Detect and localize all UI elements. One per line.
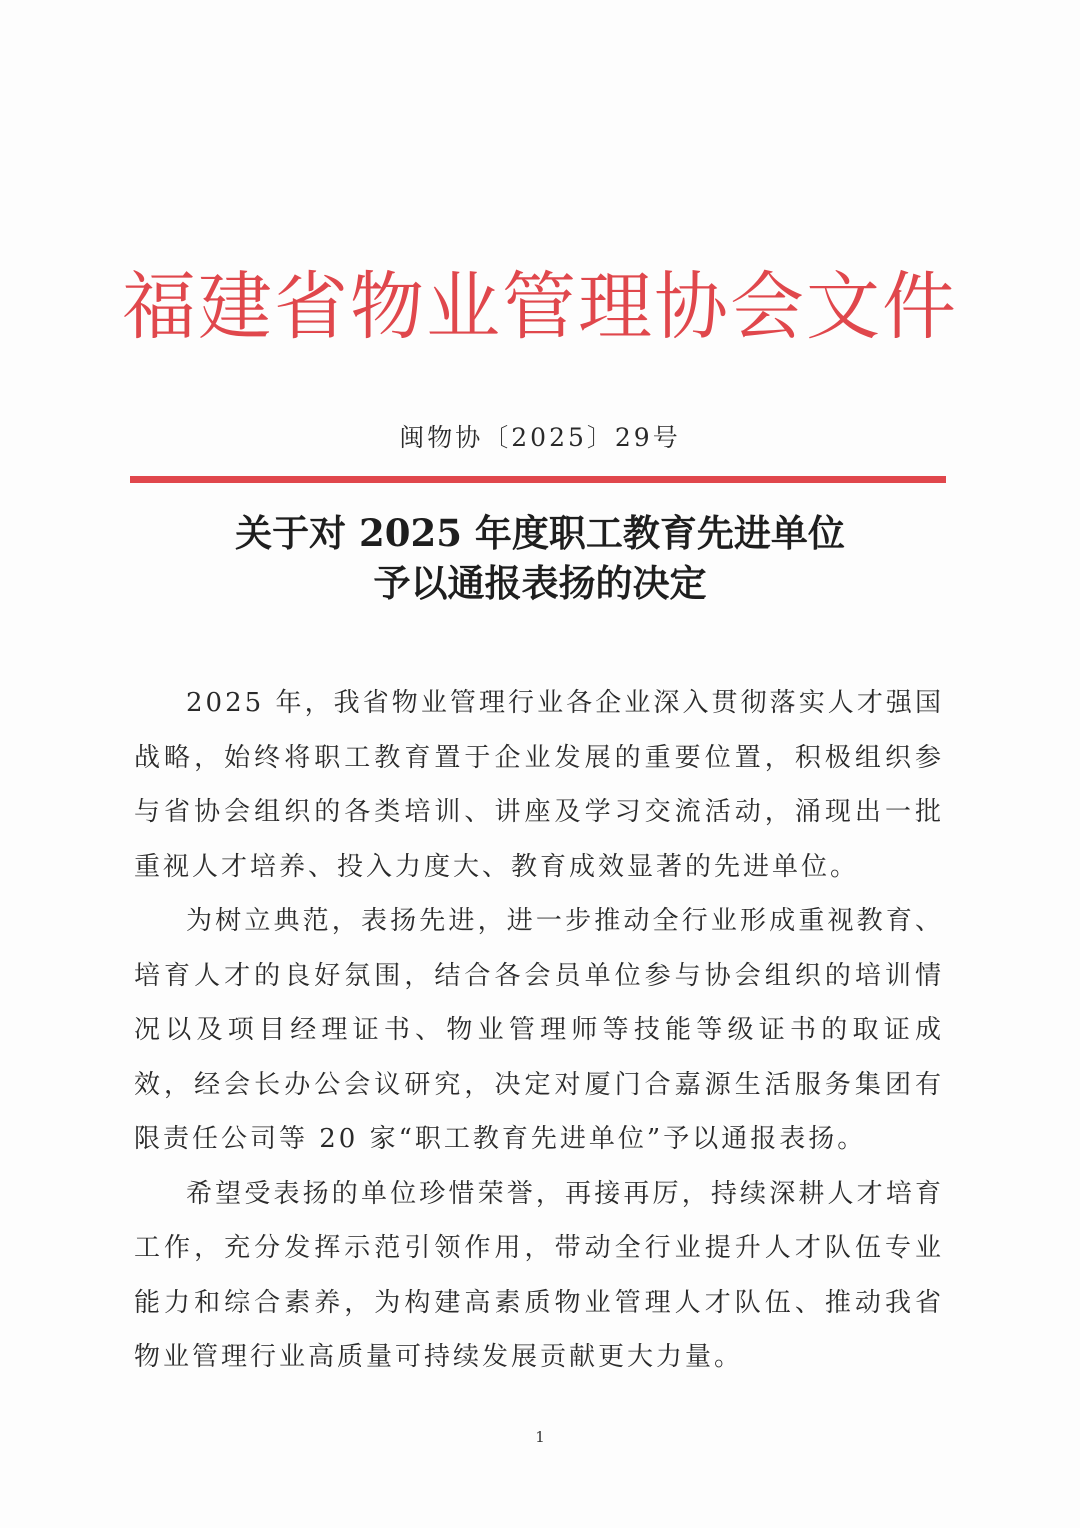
paragraph-2: 为树立典范，表扬先进，进一步推动全行业形成重视教育、培育人才的良好氛围，结合各会员单位参与协会组织的培训情况以及项目经理证书、物业管理师等技能等级证书的取证成效，经会长办公会议研究，决定对厦门合嘉源生活服务集团有限责任公司等 20 家“职工教育先进单位”予以通报表扬。 [134, 906, 944, 1154]
org-header: 福建省物业管理协会文件 [122, 264, 958, 350]
title-line-2: 予以通报表扬的决定 [373, 561, 707, 605]
page-number: 1 [535, 1428, 545, 1446]
paragraph-3: 希望受表扬的单位珍惜荣誉，再接再厉，持续深耕人才培育工作，充分发挥示范引领作用，带动全行业提升人才队伍专业能力和综合素养，为构建高素质物业管理人才队伍、推动我省物业管理行业高质量可持续发展贡献更大力量。 [134, 1178, 944, 1372]
paragraph-1: 2025 年，我省物业管理行业各企业深入贯彻落实人才强国战略，始终将职工教育置于企业发展的重要位置，积极组织参与省协会组织的各类培训、讲座及学习交流活动，涌现出一批重视人才培养、投入力度大、教育成效显著的先进单位。 [134, 688, 944, 882]
title-line-1: 关于对 2025 年度职工教育先进单位 [235, 511, 845, 555]
document-body [134, 676, 944, 1385]
document-title [0, 508, 1080, 608]
red-divider-rule [130, 476, 946, 483]
document-number: 闽物协〔2025〕29号 [399, 423, 681, 452]
